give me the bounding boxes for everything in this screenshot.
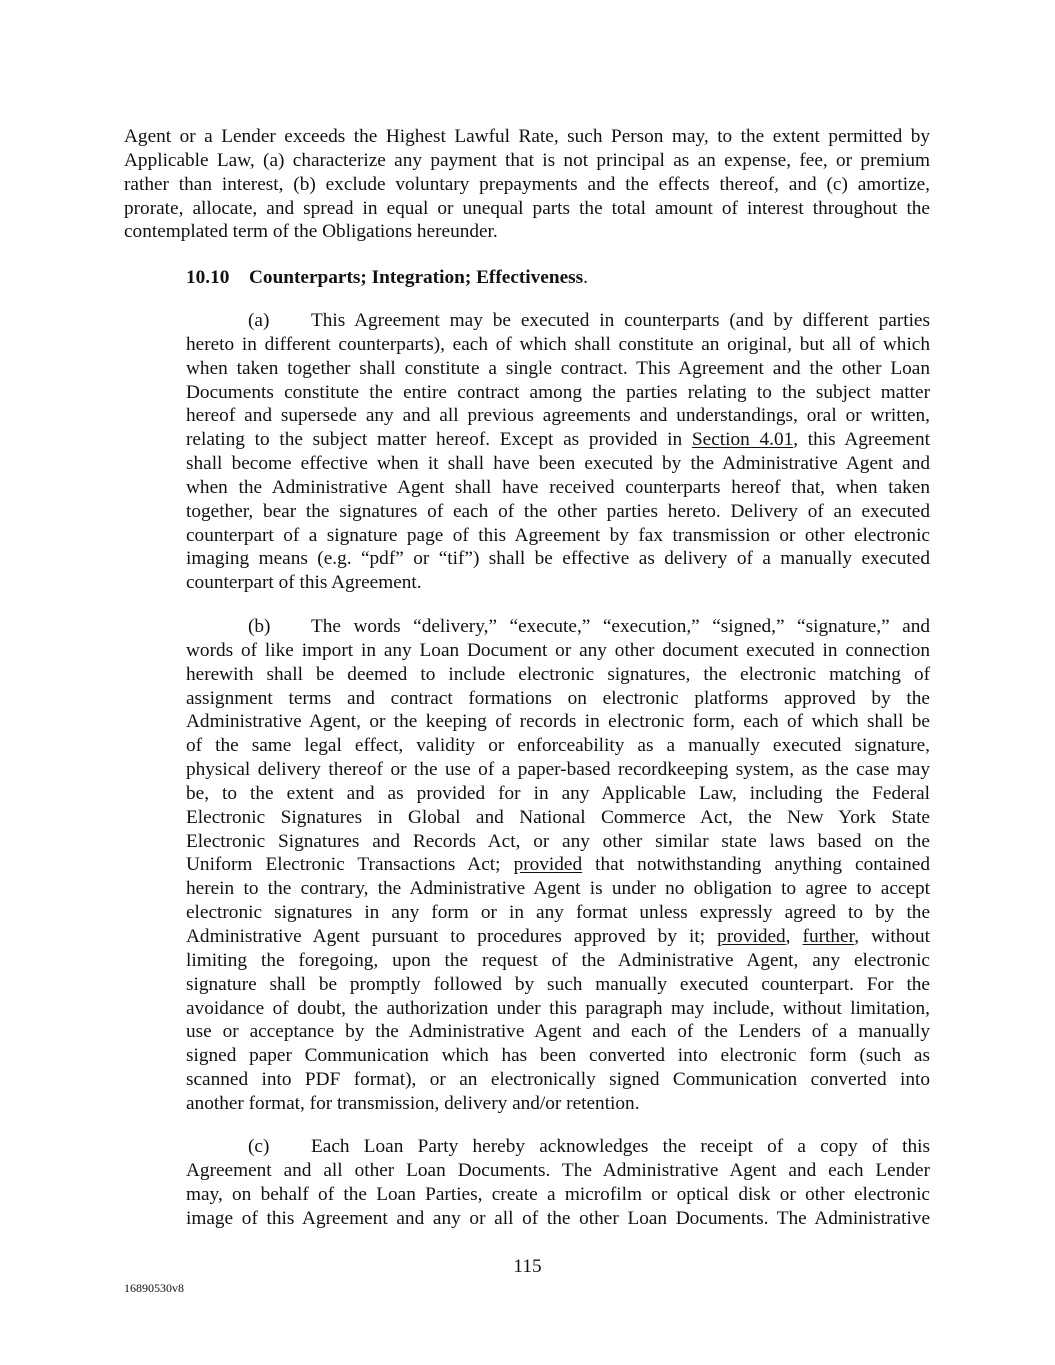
text-segment: herein to the contrary, the Administrative Agent is under no obligation to agree to accept — [186, 878, 930, 900]
text-segment: avoidance of doubt, the authorization under this paragraph may include, without limitation, — [186, 997, 930, 1019]
text-line — [186, 1044, 930, 1068]
p-highest-lawful-rate — [124, 125, 930, 244]
text-segment: together, bear the signatures of each of the other parties hereto. Delivery of an executed — [186, 500, 930, 522]
paragraph-label: (a) — [248, 310, 270, 331]
text-line — [186, 806, 930, 830]
text-line — [186, 333, 930, 357]
text-segment: Electronic Signatures and Records Act, or any other similar state laws based on the — [186, 830, 930, 852]
text-segment: prorate, allocate, and spread in equal or unequal parts the total amount of interest throughout the — [124, 197, 930, 219]
text-line — [186, 782, 930, 806]
text-segment: scanned into PDF format), or an electronically signed Communication converted into — [186, 1069, 930, 1091]
section-title: Counterparts; Integration; Effectiveness — [249, 267, 584, 288]
text-line — [186, 547, 930, 571]
section-title-period: . — [583, 267, 588, 288]
text-segment: assignment terms and contract formations on electronic platforms approved by the — [186, 687, 930, 709]
text-line — [124, 125, 930, 149]
text-segment: shall become effective when it shall have been executed by the Administrative Agent and — [186, 453, 930, 475]
text-line — [186, 309, 930, 333]
text-segment: when taken together shall constitute a single contract. This Agreement and the other Loan — [186, 357, 930, 379]
text-segment: , this Agreement — [793, 429, 930, 451]
text-segment: words of like import in any Loan Document or any other document executed in connection — [186, 639, 930, 661]
p-10-10-b — [186, 615, 930, 1116]
text-segment: electronic signatures in any form or in any format unless expressly agreed to by the — [186, 902, 930, 924]
text-line — [186, 925, 930, 949]
text-segment: signature shall be promptly followed by such manually executed counterpart. For the — [186, 973, 930, 995]
underlined-term: provided — [717, 925, 786, 947]
text-segment: that notwithstanding anything contained — [582, 854, 931, 876]
text-line — [186, 615, 930, 639]
text-segment: imaging means (e.g. “pdf” or “tif”) shall be effective as delivery of a manually executed — [186, 548, 930, 570]
text-segment: Each Loan Party hereby acknowledges the receipt of a copy of this — [311, 1136, 930, 1157]
text-segment: counterpart of a signature page of this Agreement by fax transmission or other electronic — [186, 524, 930, 546]
text-segment: Agreement and all other Loan Documents. The Administrative Agent and each Lender — [186, 1159, 930, 1181]
text-line — [186, 571, 930, 595]
text-segment: of the same legal effect, validity or enforceability as a manually executed signature, — [186, 735, 930, 757]
text-segment: limiting the foregoing, upon the request of the Administrative Agent, any electronic — [186, 949, 930, 971]
text-line — [124, 173, 930, 197]
text-segment: Agent or a Lender exceeds the Highest Lawful Rate, such Person may, to the extent permitted by — [124, 126, 930, 147]
text-line — [186, 830, 930, 854]
text-segment: relating to the subject matter hereof. Except as provided in — [186, 429, 692, 451]
text-line — [186, 853, 930, 877]
text-line — [186, 428, 930, 452]
text-line — [186, 1135, 930, 1159]
text-segment: counterpart of this Agreement. — [186, 572, 422, 594]
text-line — [186, 452, 930, 476]
text-line — [186, 524, 930, 548]
text-line — [186, 1092, 930, 1116]
text-segment: be, to the extent and as provided for in any Applicable Law, including the Federal — [186, 782, 930, 804]
text-line — [186, 997, 930, 1021]
p-10-10-c — [186, 1135, 930, 1230]
text-segment: contemplated term of the Obligations hereunder. — [124, 221, 498, 243]
text-line — [186, 1207, 930, 1231]
text-segment: Applicable Law, (a) characterize any payment that is not principal as an expense, fee, or premium — [124, 149, 930, 171]
underlined-term: Section 4.01 — [691, 429, 794, 451]
text-segment: Electronic Signatures in Global and National Commerce Act, the New York State — [186, 806, 930, 828]
text-line — [186, 639, 930, 663]
text-line — [186, 877, 930, 901]
text-segment: The words “delivery,” “execute,” “execution,” “signed,” “signature,” and — [311, 616, 930, 637]
underlined-term: further — [802, 925, 855, 947]
text-segment: may, on behalf of the Loan Parties, create a microfilm or optical disk or other electronic — [186, 1183, 930, 1205]
text-segment: This Agreement may be executed in counterparts (and by different parties — [311, 310, 930, 331]
underlined-term: provided — [513, 854, 583, 876]
p-10-10-a — [186, 309, 930, 595]
text-segment: use or acceptance by the Administrative Agent and each of the Lenders of a manually — [186, 1021, 930, 1043]
text-line — [186, 901, 930, 925]
text-segment: , without — [854, 925, 930, 947]
text-segment: herewith shall be deemed to include electronic signatures, the electronic matching of — [186, 663, 930, 685]
text-line — [186, 381, 930, 405]
text-segment: rather than interest, (b) exclude voluntary prepayments and the effects thereof, and (c) amortize, — [124, 173, 930, 195]
text-line — [186, 357, 930, 381]
text-line — [186, 476, 930, 500]
text-line — [124, 197, 930, 221]
text-line — [186, 1020, 930, 1044]
text-segment: Uniform Electronic Transactions Act; — [186, 854, 514, 876]
text-line — [186, 663, 930, 687]
text-line — [186, 1183, 930, 1207]
text-line — [124, 220, 930, 244]
text-segment: physical delivery thereof or the use of a paper-based recordkeeping system, as the case may — [186, 759, 930, 781]
text-segment: another format, for transmission, delivery and/or retention. — [186, 1092, 640, 1114]
text-line — [186, 687, 930, 711]
text-segment: image of this Agreement and any or all of the other Loan Documents. The Administrative — [186, 1207, 930, 1229]
text-segment: Administrative Agent pursuant to procedures approved by it; — [186, 925, 718, 947]
text-segment: , — [785, 925, 803, 947]
text-line — [186, 949, 930, 973]
text-line — [124, 149, 930, 173]
text-segment: hereto in different counterparts), each of which shall constitute an original, but all of which — [186, 333, 930, 355]
text-line — [186, 734, 930, 758]
text-line — [186, 758, 930, 782]
text-line — [186, 1068, 930, 1092]
section-heading — [186, 267, 588, 289]
text-segment: Documents constitute the entire contract among the parties relating to the subject matter — [186, 381, 930, 403]
text-line — [186, 500, 930, 524]
text-segment: signed paper Communication which has been converted into electronic form (such as — [186, 1045, 930, 1067]
paragraph-label: (c) — [248, 1136, 270, 1157]
text-segment: when the Administrative Agent shall have received counterparts hereof that, when taken — [186, 476, 930, 498]
text-line — [186, 1159, 930, 1183]
text-line — [186, 710, 930, 734]
text-segment: hereof and supersede any and all previous agreements and understandings, oral or written, — [186, 405, 930, 427]
section-number: 10.10 — [186, 267, 230, 288]
paragraph-label: (b) — [248, 616, 271, 637]
page-number: 115 — [513, 1256, 542, 1277]
document-id: 16890530v8 — [124, 1281, 184, 1295]
text-line — [186, 404, 930, 428]
text-segment: Administrative Agent, or the keeping of records in electronic form, each of which shall be — [186, 711, 930, 733]
text-line — [186, 973, 930, 997]
